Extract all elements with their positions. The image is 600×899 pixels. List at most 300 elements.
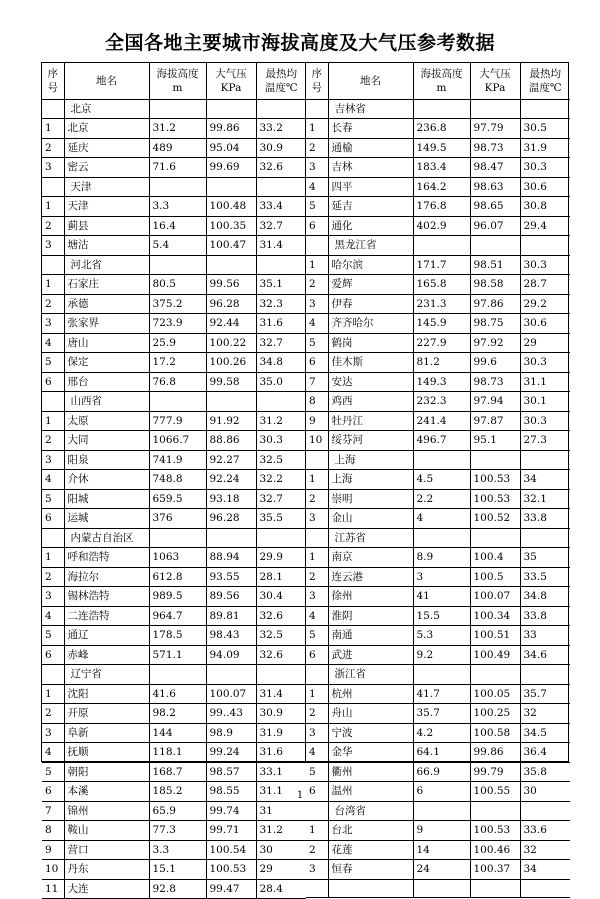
altitude-cell: 25.9 [149,333,206,353]
temperature-cell: 31.9 [256,723,306,743]
temperature-cell: 31.2 [256,411,306,431]
no-cell [42,255,64,275]
pressure-cell: 95.1 [470,431,520,451]
altitude-cell: 741.9 [149,450,206,470]
no-cell: 5 [42,353,64,373]
city-name-cell: 抚顺 [64,743,149,763]
province-row [42,665,306,685]
temperature-cell: 31.1 [520,372,570,392]
province-name: 黑龙江省 [328,236,413,256]
altitude-cell: 236.8 [413,119,470,139]
city-name-cell: 蓟县 [64,216,149,236]
empty-cell [149,255,206,275]
city-name-cell: 花莲 [328,840,413,860]
no-cell: 3 [42,723,64,743]
city-row [306,392,570,412]
city-row [42,606,306,626]
altitude-cell: 227.9 [413,333,470,353]
temperature-cell: 35 [520,548,570,568]
province-row [42,99,306,119]
no-cell: 4 [306,314,328,334]
temperature-cell: 32.6 [256,645,306,665]
temperature-cell: 35.0 [256,372,306,392]
city-name-cell: 阳城 [64,489,149,509]
temperature-cell: 33 [520,626,570,646]
city-name-cell: 通辽 [64,626,149,646]
pressure-cell: 100.34 [470,606,520,626]
pressure-cell: 99.58 [206,372,256,392]
no-cell: 2 [306,138,328,158]
table-left-half [42,63,305,895]
pressure-cell: 99.71 [206,821,256,841]
temperature-cell: 32.7 [256,489,306,509]
altitude-cell: 168.7 [149,762,206,782]
empty-cell [413,879,470,898]
city-row [306,762,570,782]
altitude-cell: 964.7 [149,606,206,626]
temperature-cell: 30.6 [520,177,570,197]
city-name-cell: 鸡西 [328,392,413,412]
altitude-cell: 77.3 [149,821,206,841]
pressure-cell: 97.92 [470,333,520,353]
city-name-cell: 台北 [328,821,413,841]
pressure-cell: 89.56 [206,587,256,607]
no-cell: 5 [42,762,64,782]
altitude-cell: 15.5 [413,606,470,626]
province-name: 内蒙古自治区 [64,528,149,548]
pressure-cell: 99.79 [470,762,520,782]
empty-cell [206,392,256,412]
no-cell: 3 [306,587,328,607]
altitude-cell: 16.4 [149,216,206,236]
altitude-cell: 748.8 [149,470,206,490]
city-name-cell: 塘沽 [64,236,149,256]
city-name-cell: 齐齐哈尔 [328,314,413,334]
no-cell: 2 [306,567,328,587]
pressure-cell: 91.92 [206,411,256,431]
city-row [306,138,570,158]
city-name-cell: 邢台 [64,372,149,392]
altitude-cell: 989.5 [149,587,206,607]
empty-cell [149,665,206,685]
no-cell: 11 [42,879,64,899]
city-row [306,509,570,529]
temperature-cell: 34 [520,860,570,880]
city-row [306,489,570,509]
temperature-cell: 30.8 [520,197,570,217]
no-cell: 6 [42,372,64,392]
city-row [42,762,306,782]
pressure-cell: 93.55 [206,567,256,587]
no-cell [306,801,328,821]
city-row [42,333,306,353]
no-cell: 3 [42,158,64,178]
temperature-cell: 27.3 [520,431,570,451]
city-name-cell: 绥芬河 [328,431,413,451]
pressure-cell: 100.53 [206,860,256,880]
page-title: 全国各地主要城市海拔高度及大气压参考数据 [104,32,495,54]
province-name: 台湾省 [328,801,413,821]
pressure-cell: 97.86 [470,294,520,314]
empty-cell [206,665,256,685]
city-name-cell: 保定 [64,353,149,373]
province-name: 北京 [64,99,149,119]
no-cell: 2 [306,704,328,724]
altitude-cell: 4.2 [413,723,470,743]
empty-cell [256,528,306,548]
altitude-cell: 149.5 [413,138,470,158]
header-altitude: 海拔高度 m [413,63,470,99]
city-row [306,470,570,490]
city-row [306,587,570,607]
temperature-cell: 32.1 [520,489,570,509]
province-name: 吉林省 [328,99,413,119]
province-row [42,177,306,197]
pressure-cell: 100.53 [470,470,520,490]
city-row [306,333,570,353]
altitude-cell: 41.6 [149,684,206,704]
empty-cell [413,450,470,470]
pressure-cell: 98.58 [470,275,520,295]
city-name-cell: 爱辉 [328,275,413,295]
city-name-cell: 赤峰 [64,645,149,665]
pressure-cell: 99.47 [206,879,256,899]
province-name: 上海 [328,450,413,470]
temperature-cell: 34.8 [520,587,570,607]
city-name-cell: 鞍山 [64,821,149,841]
city-name-cell: 营口 [64,840,149,860]
header-pressure: 大气压 KPa [206,63,256,99]
empty-cell [206,528,256,548]
city-row [306,197,570,217]
temperature-cell: 31 [256,801,306,821]
city-row [306,314,570,334]
empty-cell [520,450,570,470]
pressure-cell: 98.57 [206,762,256,782]
city-row [42,470,306,490]
temperature-cell: 30.3 [520,255,570,275]
no-cell: 1 [306,470,328,490]
province-row [306,99,570,119]
altitude-cell: 24 [413,860,470,880]
pressure-cell: 100.35 [206,216,256,236]
no-cell: 1 [306,119,328,139]
no-cell: 4 [306,177,328,197]
city-name-cell: 大连 [64,879,149,899]
no-cell: 3 [306,509,328,529]
blank-row [306,879,570,898]
city-name-cell: 阜新 [64,723,149,743]
city-name-cell: 丹东 [64,860,149,880]
no-cell [306,528,328,548]
altitude-cell: 375.2 [149,294,206,314]
city-row [42,821,306,841]
city-row [42,567,306,587]
empty-cell [470,236,520,256]
no-cell: 2 [42,216,64,236]
no-cell [306,450,328,470]
temperature-cell: 35.1 [256,275,306,295]
city-name-cell: 开原 [64,704,149,724]
city-row [42,314,306,334]
province-row [306,665,570,685]
empty-cell [520,801,570,821]
header-temperature: 最热均 温度℃ [520,63,570,99]
temperature-cell: 30.3 [520,353,570,373]
city-name-cell: 天津 [64,197,149,217]
altitude-cell: 723.9 [149,314,206,334]
no-cell: 2 [42,431,64,451]
temperature-cell: 34.5 [520,723,570,743]
city-row [42,216,306,236]
province-row [306,528,570,548]
empty-cell [470,665,520,685]
empty-cell [520,236,570,256]
temperature-cell: 33.2 [256,119,306,139]
altitude-cell: 14 [413,840,470,860]
province-row [306,236,570,256]
temperature-cell: 32 [520,840,570,860]
empty-cell [413,99,470,119]
city-name-cell: 南通 [328,626,413,646]
no-cell: 6 [42,645,64,665]
city-name-cell: 佳木斯 [328,353,413,373]
empty-cell [520,99,570,119]
empty-cell [149,99,206,119]
pressure-cell: 99.24 [206,743,256,763]
temperature-cell: 33.4 [256,197,306,217]
altitude-cell: 5.4 [149,236,206,256]
header-name: 地名 [328,63,413,99]
city-row [306,353,570,373]
pressure-cell: 100.52 [470,509,520,529]
pressure-cell: 99.6 [470,353,520,373]
no-cell: 4 [42,606,64,626]
right-table [306,63,570,898]
no-cell: 1 [306,255,328,275]
city-row [42,879,306,899]
altitude-cell: 3 [413,567,470,587]
temperature-cell: 30.5 [520,119,570,139]
temperature-cell: 31.6 [256,314,306,334]
temperature-cell: 34.8 [256,353,306,373]
no-cell: 1 [42,119,64,139]
altitude-cell: 144 [149,723,206,743]
altitude-cell: 232.3 [413,392,470,412]
altitude-cell: 241.4 [413,411,470,431]
temperature-cell: 33.5 [520,567,570,587]
province-row [42,528,306,548]
city-name-cell: 张家界 [64,314,149,334]
altitude-cell: 118.1 [149,743,206,763]
temperature-cell: 31.4 [256,236,306,256]
pressure-cell: 98.63 [470,177,520,197]
no-cell [42,528,64,548]
city-name-cell: 朝阳 [64,762,149,782]
city-row [42,138,306,158]
temperature-cell: 30.9 [256,704,306,724]
city-row [42,801,306,821]
no-cell: 7 [42,801,64,821]
empty-cell [256,255,306,275]
temperature-cell: 31.6 [256,743,306,763]
temperature-cell: 32.7 [256,216,306,236]
city-row [42,411,306,431]
no-cell: 2 [42,138,64,158]
data-table [41,62,569,895]
pressure-cell: 100.53 [470,821,520,841]
no-cell: 1 [42,684,64,704]
no-cell: 3 [42,236,64,256]
no-cell: 3 [306,158,328,178]
city-name-cell: 二连浩特 [64,606,149,626]
city-row [42,275,306,295]
altitude-cell: 571.1 [149,645,206,665]
city-row [42,684,306,704]
altitude-cell: 5.3 [413,626,470,646]
city-row [42,723,306,743]
empty-cell [470,879,520,898]
altitude-cell: 402.9 [413,216,470,236]
no-cell: 1 [42,275,64,295]
altitude-cell: 489 [149,138,206,158]
temperature-cell: 30 [520,782,570,802]
city-row [42,294,306,314]
no-cell: 6 [306,353,328,373]
pressure-cell: 98.47 [470,158,520,178]
pressure-cell: 96.28 [206,294,256,314]
city-name-cell: 海拉尔 [64,567,149,587]
pressure-cell: 89.81 [206,606,256,626]
city-name-cell: 安达 [328,372,413,392]
province-name: 辽宁省 [64,665,149,685]
pressure-cell: 100.05 [470,684,520,704]
temperature-cell: 30.9 [256,138,306,158]
no-cell: 6 [306,645,328,665]
temperature-cell: 28.7 [520,275,570,295]
header-no: 序 号 [306,63,328,99]
pressure-cell: 93.18 [206,489,256,509]
city-name-cell: 太原 [64,411,149,431]
empty-cell [413,528,470,548]
empty-cell [520,879,570,898]
city-name-cell: 温州 [328,782,413,802]
province-name: 河北省 [64,255,149,275]
no-cell: 5 [42,626,64,646]
pressure-cell: 100.07 [206,684,256,704]
no-cell: 5 [306,197,328,217]
altitude-cell: 4.5 [413,470,470,490]
province-name: 山西省 [64,392,149,412]
province-row [306,450,570,470]
temperature-cell: 31.9 [520,138,570,158]
pressure-cell: 100.48 [206,197,256,217]
empty-cell [413,236,470,256]
temperature-cell: 29 [256,860,306,880]
pressure-cell: 100.26 [206,353,256,373]
no-cell [306,236,328,256]
no-cell: 3 [306,723,328,743]
altitude-cell: 92.8 [149,879,206,899]
empty-cell [149,392,206,412]
no-cell: 5 [306,626,328,646]
altitude-cell: 9 [413,821,470,841]
empty-cell [470,450,520,470]
pressure-cell: 100.54 [206,840,256,860]
empty-cell [206,255,256,275]
altitude-cell: 15.1 [149,860,206,880]
city-name-cell: 通化 [328,216,413,236]
altitude-cell: 185.2 [149,782,206,802]
city-row [306,606,570,626]
empty-cell [256,99,306,119]
altitude-cell: 71.6 [149,158,206,178]
no-cell: 2 [306,275,328,295]
temperature-cell: 33.8 [520,509,570,529]
header-no: 序 号 [42,63,64,99]
empty-cell [256,177,306,197]
pressure-cell: 97.87 [470,411,520,431]
altitude-cell: 41 [413,587,470,607]
no-cell: 3 [306,294,328,314]
page-number: 1 [296,790,304,801]
no-cell [42,665,64,685]
temperature-cell: 30.3 [520,411,570,431]
temperature-cell: 33.1 [256,762,306,782]
temperature-cell: 32.6 [256,606,306,626]
empty-cell [149,177,206,197]
city-row [42,353,306,373]
city-row [306,255,570,275]
no-cell: 6 [42,509,64,529]
no-cell: 2 [306,840,328,860]
pressure-cell: 99..43 [206,704,256,724]
province-name: 浙江省 [328,665,413,685]
city-row [306,411,570,431]
left-table [42,63,306,899]
city-row [306,626,570,646]
pressure-cell: 97.94 [470,392,520,412]
no-cell: 6 [306,216,328,236]
city-name-cell: 杭州 [328,684,413,704]
header-name: 地名 [64,63,149,99]
city-row [306,548,570,568]
pressure-cell: 98.51 [470,255,520,275]
city-row [306,177,570,197]
altitude-cell: 3.3 [149,197,206,217]
pressure-cell: 99.86 [206,119,256,139]
pressure-cell: 92.44 [206,314,256,334]
city-name-cell: 阳泉 [64,450,149,470]
city-row [42,860,306,880]
no-cell: 3 [306,860,328,880]
temperature-cell: 35.5 [256,509,306,529]
province-row [306,801,570,821]
pressure-cell: 99.69 [206,158,256,178]
empty-cell [149,528,206,548]
no-cell: 2 [42,704,64,724]
city-name-cell: 宁波 [328,723,413,743]
table-right-half [305,63,569,875]
pressure-cell: 100.37 [470,860,520,880]
temperature-cell: 35.8 [520,762,570,782]
pressure-cell: 88.94 [206,548,256,568]
altitude-cell: 176.8 [413,197,470,217]
no-cell: 4 [42,743,64,763]
no-cell: 1 [42,197,64,217]
no-cell: 5 [306,762,328,782]
city-name-cell: 伊春 [328,294,413,314]
